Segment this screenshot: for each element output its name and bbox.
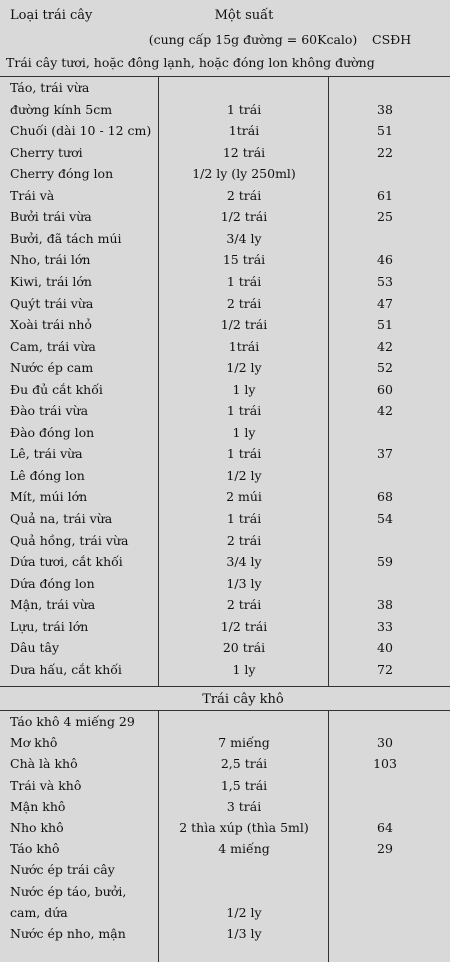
divider-top bbox=[0, 76, 450, 77]
header-col-fruit: Loại trái cây bbox=[10, 8, 93, 23]
fruit-name: Mơ khô bbox=[10, 735, 58, 751]
fruit-name: Quả hồng, trái vừa bbox=[10, 532, 129, 548]
glycemic-index: 30 bbox=[377, 735, 393, 751]
section-title-dried: Trái cây khô bbox=[202, 692, 284, 707]
fruit-name: Dứa đóng lon bbox=[10, 575, 95, 591]
serving-size: 1 trái bbox=[226, 511, 262, 526]
serving-size: 1/2 ly (ly 250ml) bbox=[192, 166, 296, 182]
fruit-name: Cam, trái vừa bbox=[10, 338, 96, 354]
header-col-gi: CSĐH bbox=[372, 32, 412, 47]
serving-size: 1/2 ly bbox=[226, 467, 262, 483]
fruit-name: Táo khô 4 miếng 29 bbox=[10, 714, 135, 729]
serving-size: 1/3 ly bbox=[226, 575, 262, 591]
serving-size: 3/4 ly bbox=[226, 230, 262, 246]
glycemic-index: 29 bbox=[377, 841, 393, 857]
serving-size: 4 miếng bbox=[218, 841, 270, 857]
serving-size: 1 ly bbox=[232, 424, 256, 440]
divider-section bbox=[0, 686, 450, 687]
glycemic-index: 54 bbox=[377, 511, 393, 526]
glycemic-index: 61 bbox=[377, 187, 393, 203]
glycemic-index: 22 bbox=[377, 144, 393, 160]
fruit-name: Đu đủ cắt khối bbox=[10, 381, 103, 397]
fruit-name: cam, dứa bbox=[10, 904, 68, 920]
divider-dried bbox=[0, 710, 450, 711]
fruit-name: Lựu, trái lớn bbox=[10, 618, 89, 634]
glycemic-index: 60 bbox=[377, 381, 393, 397]
glycemic-index: 37 bbox=[377, 446, 393, 462]
fruit-name: Nước ép nho, mận bbox=[10, 926, 126, 941]
glycemic-index: 40 bbox=[377, 640, 393, 656]
fruit-name: Trái và khô bbox=[10, 777, 82, 793]
serving-size: 1trái bbox=[228, 338, 260, 354]
glycemic-index: 52 bbox=[377, 360, 393, 376]
fruit-name: Quýt trái vừa bbox=[10, 295, 94, 311]
glycemic-index: 72 bbox=[377, 661, 393, 677]
serving-size: 1 ly bbox=[232, 381, 256, 397]
glycemic-index: 25 bbox=[377, 209, 393, 225]
fruit-name: Đào đóng lon bbox=[10, 424, 95, 440]
glycemic-index: 59 bbox=[377, 554, 393, 570]
serving-size: 1trái bbox=[228, 123, 260, 139]
serving-size: 7 miếng bbox=[218, 735, 270, 751]
glycemic-index: 38 bbox=[377, 597, 393, 613]
serving-size: 2 trái bbox=[226, 532, 262, 548]
glycemic-index: 42 bbox=[377, 338, 393, 354]
fruit-name: Bưởi trái vừa bbox=[10, 209, 92, 225]
serving-size: 3/4 ly bbox=[226, 554, 262, 570]
fruit-name: Dưa hấu, cắt khối bbox=[10, 661, 122, 677]
serving-size: 1/2 trái bbox=[220, 317, 268, 333]
serving-size: 2,5 trái bbox=[220, 756, 268, 772]
fruit-name: Bưởi, đã tách múi bbox=[10, 230, 122, 246]
fruit-name: Cherry tươi bbox=[10, 144, 83, 160]
serving-size: 2 trái bbox=[226, 597, 262, 613]
fruit-name: Nước ép táo, bưởi, bbox=[10, 883, 127, 899]
header-col-serving: Một suất bbox=[214, 8, 274, 23]
serving-size: 15 trái bbox=[222, 252, 266, 268]
col-divider-2-fresh bbox=[328, 76, 329, 686]
serving-size: 2 múi bbox=[226, 489, 262, 505]
serving-size: 20 trái bbox=[222, 640, 266, 656]
glycemic-index: 38 bbox=[377, 101, 393, 117]
fruit-name: Lê đóng lon bbox=[10, 467, 85, 483]
glycemic-index: 103 bbox=[373, 756, 397, 772]
serving-size: 12 trái bbox=[222, 144, 266, 160]
glycemic-index: 47 bbox=[377, 295, 393, 311]
fruit-name: Nước ép cam bbox=[10, 360, 94, 376]
serving-size: 1,5 trái bbox=[220, 777, 268, 793]
col-divider-1-fresh bbox=[158, 76, 159, 686]
glycemic-index: 51 bbox=[377, 123, 393, 139]
glycemic-index: 53 bbox=[377, 273, 393, 289]
col-divider-2-dried bbox=[328, 710, 329, 962]
serving-size: 1/2 ly bbox=[226, 360, 262, 376]
fruit-name: đường kính 5cm bbox=[10, 101, 113, 117]
fruit-name: Quả na, trái vừa bbox=[10, 511, 113, 526]
fruit-name: Nước ép trái cây bbox=[10, 862, 115, 878]
col-divider-1-dried bbox=[158, 710, 159, 962]
fruit-name: Chà là khô bbox=[10, 756, 78, 772]
fruit-name: Dứa tươi, cắt khối bbox=[10, 554, 123, 570]
fruit-name: Nho, trái lớn bbox=[10, 252, 91, 268]
serving-size: 1 trái bbox=[226, 273, 262, 289]
fruit-name: Dâu tây bbox=[10, 640, 60, 656]
serving-size: 1 trái bbox=[226, 101, 262, 117]
fruit-name: Đào trái vừa bbox=[10, 403, 89, 419]
fruit-name: Nho khô bbox=[10, 820, 64, 835]
fruit-name: Mận, trái vừa bbox=[10, 597, 96, 613]
serving-size: 3 trái bbox=[226, 798, 262, 814]
fruit-name: Xoài trái nhỏ bbox=[10, 317, 92, 333]
fruit-name: Mận khô bbox=[10, 798, 66, 814]
glycemic-index: 51 bbox=[377, 317, 393, 333]
serving-size: 1/2 trái bbox=[220, 618, 268, 634]
glycemic-index: 46 bbox=[377, 252, 393, 268]
fruit-name: Lê, trái vừa bbox=[10, 446, 83, 462]
fruit-name: Mít, múi lớn bbox=[10, 489, 88, 505]
serving-size: 1 trái bbox=[226, 403, 262, 419]
fruit-name: Trái và bbox=[10, 187, 55, 203]
serving-size: 2 trái bbox=[226, 295, 262, 311]
fruit-name: Táo khô bbox=[10, 841, 60, 857]
glycemic-index: 64 bbox=[377, 820, 393, 835]
serving-size: 2 thìa xúp (thìa 5ml) bbox=[179, 820, 309, 835]
serving-size: 1/2 ly bbox=[226, 904, 262, 920]
section-subtitle-fresh: Trái cây tươi, hoặc đông lạnh, hoặc đóng lon không đường bbox=[6, 55, 375, 70]
fruit-name: Táo, trái vừa bbox=[10, 80, 90, 95]
serving-size: 1 ly bbox=[232, 661, 256, 677]
serving-size: 1/3 ly bbox=[226, 926, 262, 941]
serving-size: 1/2 trái bbox=[220, 209, 268, 225]
glycemic-index: 68 bbox=[377, 489, 393, 505]
serving-size: 1 trái bbox=[226, 446, 262, 462]
glycemic-index: 33 bbox=[377, 618, 393, 634]
fruit-name: Chuối (dài 10 - 12 cm) bbox=[10, 123, 152, 139]
glycemic-index: 42 bbox=[377, 403, 393, 419]
header-serving-note: (cung cấp 15g đường = 60Kcalo) bbox=[148, 32, 358, 47]
fruit-name: Cherry đóng lon bbox=[10, 166, 114, 182]
fruit-name: Kiwi, trái lớn bbox=[10, 273, 92, 289]
serving-size: 2 trái bbox=[226, 187, 262, 203]
